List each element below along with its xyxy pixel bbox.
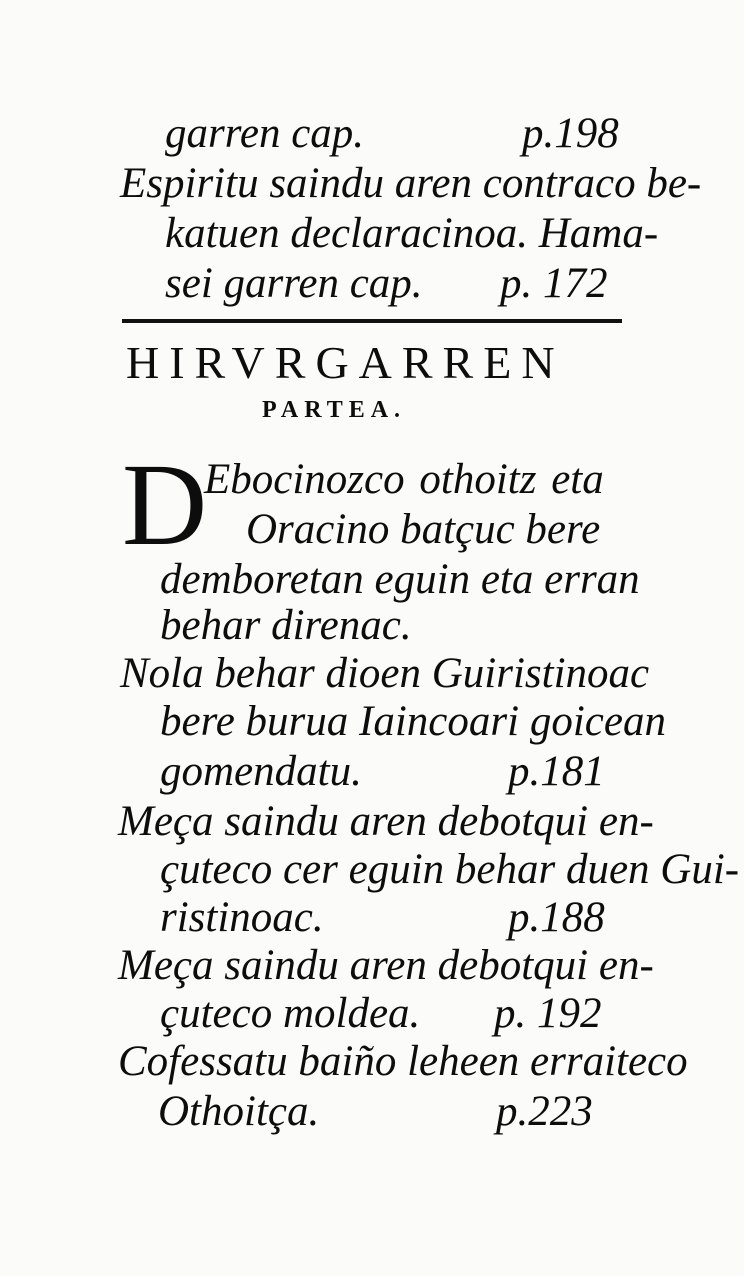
section-heading: HIRVRGARREN (126, 337, 565, 388)
body-line-6: bere burua Iaincoari goicean (160, 698, 666, 745)
body-line-2: Oracino batçuc bere (246, 506, 601, 553)
entry-line-2: Espiritu saindu aren contraco be- (120, 160, 702, 207)
body-line-12: çuteco moldea. (160, 990, 421, 1037)
section-rule (122, 319, 622, 323)
page-ref-1: p.198 (522, 110, 619, 157)
body-line-14: Othoitça. (158, 1088, 320, 1135)
body-line-13: Cofessatu baiño leheen erraiteco (118, 1038, 688, 1085)
entry-line-3: katuen declaracinoa. Hama- (165, 210, 659, 257)
entry-line-4: sei garren cap. (165, 260, 423, 307)
entry-line-1: garren cap. (165, 110, 365, 157)
page-ref-4: p.188 (508, 894, 605, 941)
page-ref-2: p. 172 (500, 260, 608, 307)
body-line-5: Nola behar dioen Guiristinoac (120, 650, 650, 697)
body-line-11: Meça saindu aren debotqui en- (118, 942, 654, 989)
body-line-4: behar direnac. (160, 602, 412, 649)
body-line-3: demboretan eguin eta erran (160, 556, 640, 603)
body-line-9: çuteco cer eguin behar duen Gui- (160, 846, 740, 893)
body-line-1: Ebocinozco othoitz eta (204, 456, 604, 503)
page-ref-3: p.181 (508, 748, 605, 795)
section-subheading: PARTEA. (262, 397, 407, 423)
drop-capital: D (122, 439, 208, 570)
body-line-10: ristinoac. (160, 894, 324, 941)
page-ref-5: p. 192 (494, 990, 602, 1037)
page-ref-6: p.223 (496, 1088, 593, 1135)
body-line-7: gomendatu. (160, 748, 362, 795)
body-line-8: Meça saindu aren debotqui en- (118, 798, 654, 845)
